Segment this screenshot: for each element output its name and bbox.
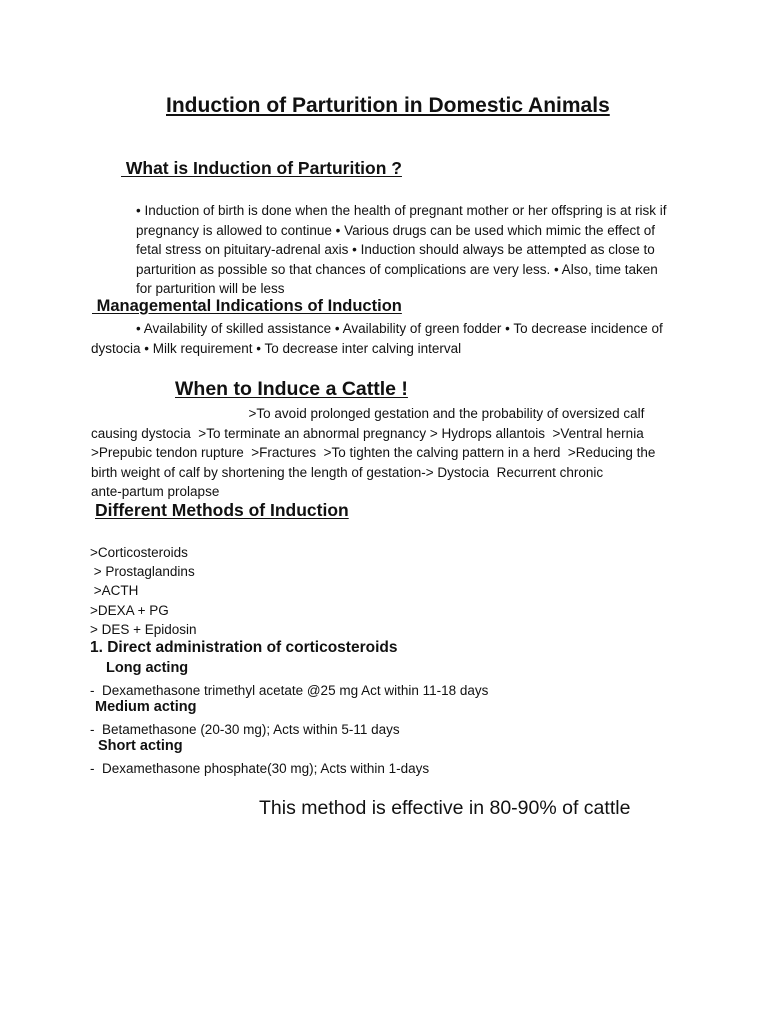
subheading-short-acting: Short acting (98, 738, 183, 754)
heading-what-is-induction: What is Induction of Parturition ? (121, 158, 402, 178)
paragraph-line: causing dystocia >To terminate an abnormal pregnancy > Hydrops allantois >Ventral hernia (91, 425, 644, 441)
list-item: >Corticosteroids (90, 545, 188, 560)
managemental-indications-paragraph (91, 319, 691, 358)
heading-managemental-indications: Managemental Indications of Induction (92, 297, 402, 315)
paragraph-line: parturition as possible so that chances of complications are very less. • Also, time taken (136, 261, 658, 277)
heading-when-to-induce: When to Induce a Cattle ! (175, 378, 408, 400)
paragraph-line: dystocia • Milk requirement • To decrease inter calving interval (91, 340, 462, 356)
subheading-medium-acting: Medium acting (95, 699, 197, 715)
when-to-induce-paragraph (91, 404, 681, 502)
paragraph-line: • Induction of birth is done when the health of pregnant mother or her offspring is at risk if (136, 203, 667, 218)
page-title: Induction of Parturition in Domestic Animals (166, 94, 610, 117)
list-item: > Prostaglandins (90, 564, 195, 580)
short-acting-text: - Dexamethasone phosphate(30 mg); Acts within 1-days (90, 761, 430, 776)
list-item: >DEXA + PG (90, 602, 169, 618)
paragraph-line: ante-partum prolapse (91, 484, 220, 499)
paragraph-line: fetal stress on pituitary-adrenal axis • Induction should always be attempted as close to (136, 242, 655, 257)
heading-direct-administration: 1. Direct administration of corticosteroids (90, 639, 398, 656)
what-is-induction-paragraph (136, 201, 696, 299)
paragraph-line: >Prepubic tendon rupture >Fractures >To tighten the calving pattern in a herd >Reducing the (91, 445, 656, 460)
methods-list (90, 543, 197, 639)
paragraph-line: pregnancy is allowed to continue • Various drugs can be used which mimic the effect of (136, 222, 656, 238)
paragraph-line: for parturition will be less (136, 281, 285, 296)
list-item: >ACTH (90, 583, 139, 599)
heading-different-methods: Different Methods of Induction (95, 500, 349, 520)
effectiveness-note: This method is effective in 80-90% of cattle (259, 797, 631, 819)
paragraph-line: birth weight of calf by shortening the length of gestation-> Dystocia Recurrent chronic (91, 464, 604, 480)
medium-acting-text: - Betamethasone (20-30 mg); Acts within 5-11 days (90, 722, 400, 737)
paragraph-line: • Availability of skilled assistance • Availability of green fodder • To decrease incidence of (91, 321, 663, 336)
long-acting-text: - Dexamethasone trimethyl acetate @25 mg Act within 11-18 days (90, 683, 489, 698)
paragraph-line: >To avoid prolonged gestation and the probability of oversized calf (91, 406, 645, 421)
list-item: > DES + Epidosin (90, 621, 197, 637)
subheading-long-acting: Long acting (106, 660, 189, 676)
